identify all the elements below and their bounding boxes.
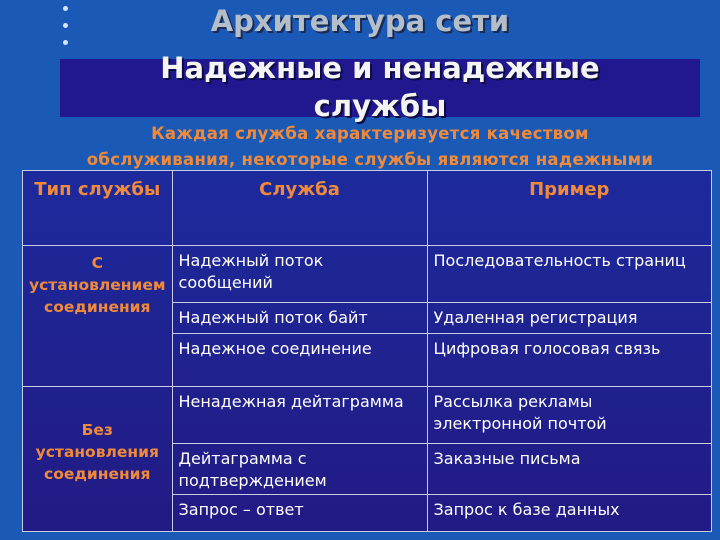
slide-subtitle — [60, 49, 700, 125]
description-line-1: Каждая служба характеризуется качеством — [151, 124, 589, 143]
header-type: Тип службы — [23, 171, 173, 246]
services-table — [22, 170, 712, 532]
subtitle-line-1: Надежные и ненадежные — [160, 51, 600, 85]
header-service: Служба — [172, 171, 427, 246]
service-cell: Запрос – ответ — [172, 495, 427, 532]
example-cell: Рассылка рекламы электронной почтой — [427, 387, 711, 444]
example-cell: Цифровая голосовая связь — [427, 334, 711, 387]
group-type-cell: Без установления соединения — [23, 387, 173, 532]
description-line-2: обслуживания, некоторые службы являются надежными — [86, 150, 654, 169]
service-cell: Надежный поток байт — [172, 303, 427, 334]
service-cell: Ненадежная дейтаграмма — [172, 387, 427, 444]
header-example: Пример — [427, 171, 711, 246]
service-cell: Надежный поток сообщений — [172, 246, 427, 303]
slide-description — [20, 121, 720, 173]
example-cell: Запрос к базе данных — [427, 495, 711, 532]
group-type-cell: С установлением соединения — [23, 246, 173, 387]
table-row — [23, 246, 712, 303]
example-cell: Удаленная регистрация — [427, 303, 711, 334]
service-cell: Дейтаграмма с подтверждением — [172, 444, 427, 495]
slide-title: Архитектура сети — [210, 4, 510, 38]
table-header-row — [23, 171, 712, 246]
example-cell: Последовательность страниц — [427, 246, 711, 303]
subtitle-line-2: службы — [313, 89, 447, 123]
service-cell: Надежное соединение — [172, 334, 427, 387]
example-cell: Заказные письма — [427, 444, 711, 495]
table-row — [23, 387, 712, 444]
